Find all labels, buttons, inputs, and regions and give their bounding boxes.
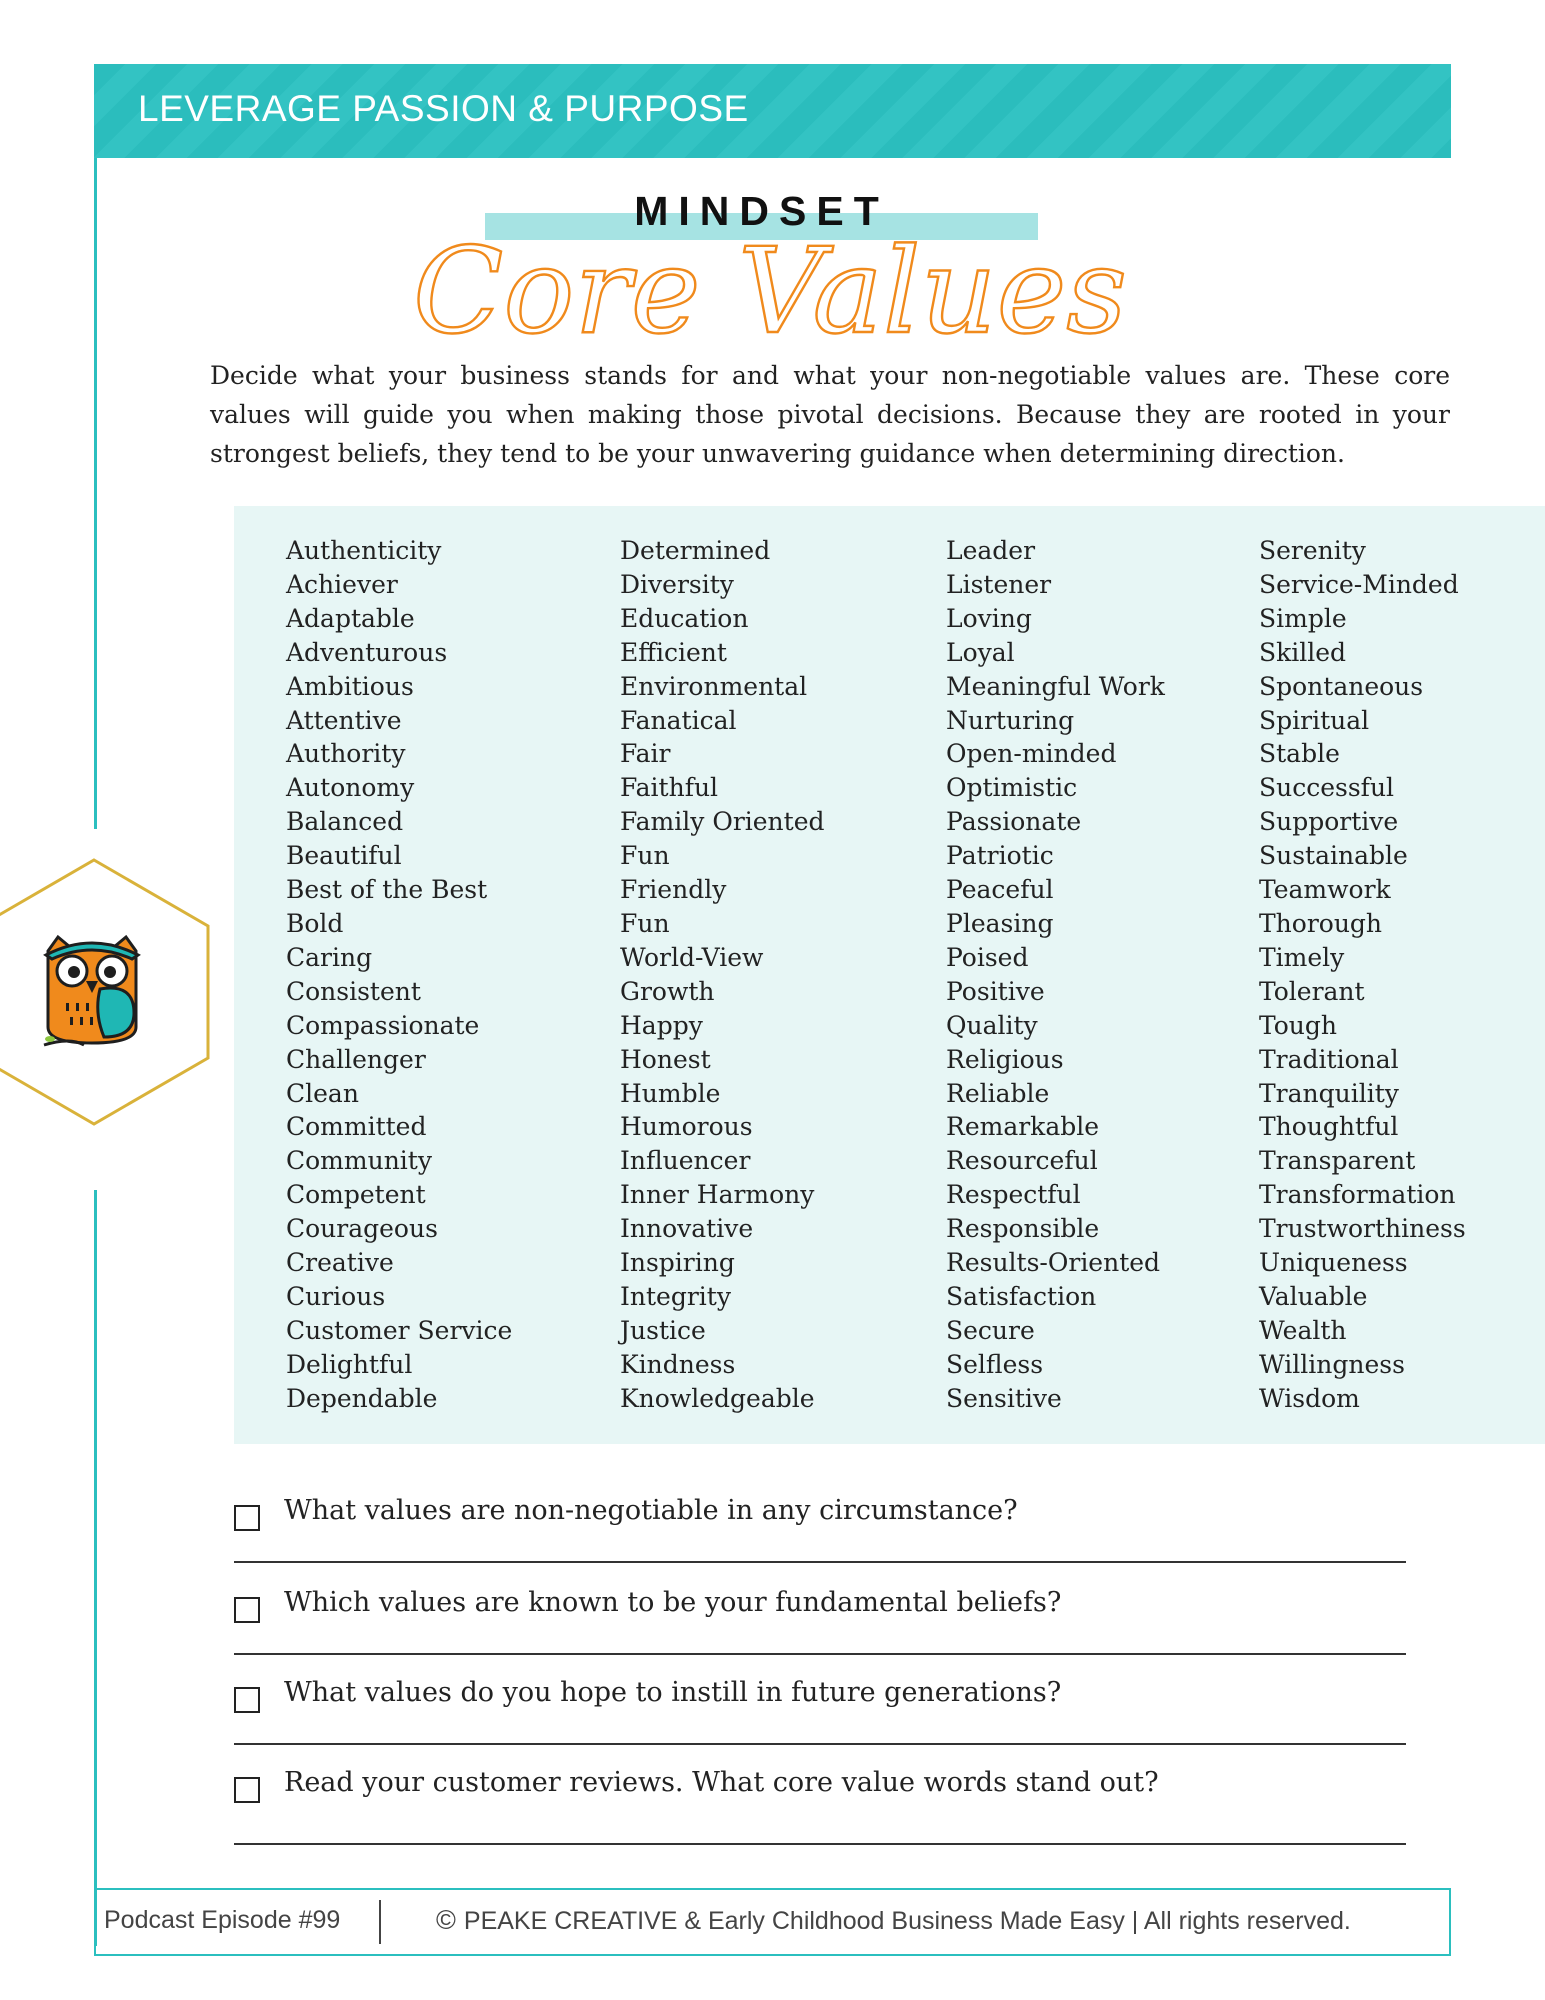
value-item: Diversity bbox=[620, 569, 734, 599]
value-item: Thorough bbox=[1259, 908, 1383, 938]
left-border-rule-bottom bbox=[94, 1190, 97, 1946]
value-item: Peaceful bbox=[946, 875, 1054, 905]
value-item: Reliable bbox=[946, 1078, 1050, 1108]
value-item: Skilled bbox=[1259, 637, 1347, 667]
value-item: Sensitive bbox=[946, 1383, 1062, 1413]
value-item: Courageous bbox=[286, 1214, 438, 1244]
value-item: Humble bbox=[620, 1078, 721, 1108]
value-item: Meaningful Work bbox=[946, 671, 1165, 701]
mindset-kicker: MINDSET bbox=[634, 188, 889, 234]
value-item: Knowledgeable bbox=[620, 1383, 815, 1413]
values-panel bbox=[234, 506, 1545, 1444]
value-item: Sustainable bbox=[1259, 841, 1408, 871]
value-item: Ambitious bbox=[286, 671, 414, 701]
copyright-text: PEAKE CREATIVE & Early Childhood Business Made Easy | All rights reserved. bbox=[463, 1907, 1351, 1935]
value-item: Compassionate bbox=[286, 1010, 480, 1040]
value-item: Adaptable bbox=[286, 603, 415, 633]
checkbox-icon[interactable] bbox=[234, 1777, 260, 1803]
value-item: Stable bbox=[1259, 739, 1340, 769]
value-item: Resourceful bbox=[946, 1146, 1098, 1176]
answer-line[interactable] bbox=[234, 1843, 1406, 1845]
value-item: Trustworthiness bbox=[1259, 1214, 1466, 1244]
value-item: Bold bbox=[286, 908, 344, 938]
value-item: Nurturing bbox=[946, 705, 1075, 735]
value-item: Secure bbox=[946, 1315, 1035, 1345]
value-item: Community bbox=[286, 1146, 432, 1176]
value-item: Environmental bbox=[620, 671, 808, 701]
value-item: Best of the Best bbox=[286, 875, 488, 905]
question-row-4 bbox=[234, 1767, 1406, 1861]
value-item: Supportive bbox=[1259, 807, 1399, 837]
value-item: Determined bbox=[620, 536, 771, 565]
value-item: Traditional bbox=[1259, 1044, 1399, 1074]
value-item: Quality bbox=[946, 1010, 1038, 1040]
value-item: Honest bbox=[620, 1044, 711, 1074]
podcast-episode-label: Podcast Episode #99 bbox=[104, 1906, 341, 1934]
value-item: Tolerant bbox=[1259, 976, 1365, 1006]
question-row-3 bbox=[234, 1677, 1406, 1771]
value-item: Responsible bbox=[946, 1214, 1100, 1244]
values-column-3 bbox=[946, 534, 1165, 1416]
value-item: Competent bbox=[286, 1180, 426, 1210]
value-item: Attentive bbox=[286, 705, 402, 735]
copyright-notice bbox=[436, 1905, 1351, 1936]
value-item: Challenger bbox=[286, 1044, 426, 1074]
value-item: Innovative bbox=[620, 1214, 754, 1244]
value-item: Religious bbox=[946, 1044, 1064, 1074]
value-item: Pleasing bbox=[946, 908, 1054, 938]
value-item: Open-minded bbox=[946, 739, 1117, 769]
question-text: What values are non-negotiable in any circumstance? bbox=[284, 1495, 1018, 1526]
owl-icon bbox=[40, 933, 144, 1051]
page-title: Core Values bbox=[413, 222, 1127, 360]
value-item: Optimistic bbox=[946, 773, 1078, 803]
value-item: Loving bbox=[946, 603, 1032, 633]
value-item: Thoughtful bbox=[1259, 1112, 1399, 1142]
value-item: Happy bbox=[620, 1010, 703, 1040]
value-item: Listener bbox=[946, 569, 1052, 599]
value-item: Humorous bbox=[620, 1112, 753, 1142]
value-item: Tranquility bbox=[1259, 1078, 1399, 1108]
value-item: Fanatical bbox=[620, 705, 737, 735]
value-item: Results-Oriented bbox=[946, 1248, 1161, 1278]
question-text: Which values are known to be your fundamental beliefs? bbox=[284, 1587, 1062, 1618]
value-item: Efficient bbox=[620, 637, 727, 667]
value-item: Creative bbox=[286, 1248, 394, 1278]
value-item: Authority bbox=[286, 739, 406, 769]
value-item: Spontaneous bbox=[1259, 671, 1424, 701]
value-item: Curious bbox=[286, 1281, 386, 1311]
answer-line[interactable] bbox=[234, 1653, 1406, 1655]
value-item: Positive bbox=[946, 976, 1045, 1006]
value-item: Tough bbox=[1259, 1010, 1337, 1040]
value-item: Caring bbox=[286, 942, 373, 972]
value-item: Friendly bbox=[620, 875, 727, 905]
answer-line[interactable] bbox=[234, 1561, 1406, 1563]
value-item: Fun bbox=[620, 908, 670, 938]
question-row-2 bbox=[234, 1587, 1406, 1681]
value-item: Fair bbox=[620, 739, 671, 769]
core-values-script-title bbox=[413, 200, 1127, 380]
checkbox-icon[interactable] bbox=[234, 1687, 260, 1713]
value-item: Inner Harmony bbox=[620, 1180, 815, 1210]
value-item: Spiritual bbox=[1259, 705, 1370, 735]
value-item: Justice bbox=[620, 1315, 706, 1345]
value-item: Simple bbox=[1259, 603, 1347, 633]
checkbox-icon[interactable] bbox=[234, 1597, 260, 1623]
value-item: Authenticity bbox=[286, 536, 442, 565]
question-row-1 bbox=[234, 1495, 1406, 1589]
footer-divider bbox=[379, 1900, 381, 1944]
value-item: World-View bbox=[620, 942, 764, 972]
values-column-4 bbox=[1259, 534, 1466, 1416]
value-item: Autonomy bbox=[286, 773, 415, 803]
value-item: Serenity bbox=[1259, 536, 1366, 565]
checkbox-icon[interactable] bbox=[234, 1505, 260, 1531]
value-item: Customer Service bbox=[286, 1315, 513, 1345]
value-item: Delightful bbox=[286, 1349, 413, 1379]
values-column-1 bbox=[286, 534, 512, 1416]
value-item: Leader bbox=[946, 536, 1036, 565]
value-item: Remarkable bbox=[946, 1112, 1100, 1142]
value-item: Beautiful bbox=[286, 841, 402, 871]
value-item: Integrity bbox=[620, 1281, 731, 1311]
value-item: Kindness bbox=[620, 1349, 736, 1379]
banner-title: LEVERAGE PASSION & PURPOSE bbox=[138, 88, 749, 129]
value-item: Clean bbox=[286, 1078, 359, 1108]
question-text: What values do you hope to instill in future generations? bbox=[284, 1677, 1062, 1708]
question-text: Read your customer reviews. What core value words stand out? bbox=[284, 1767, 1159, 1798]
value-item: Consistent bbox=[286, 976, 421, 1006]
value-item: Transformation bbox=[1259, 1180, 1456, 1210]
value-item: Poised bbox=[946, 942, 1029, 972]
value-item: Balanced bbox=[286, 807, 404, 837]
value-item: Teamwork bbox=[1259, 875, 1391, 905]
value-item: Willingness bbox=[1259, 1349, 1405, 1379]
value-item: Dependable bbox=[286, 1383, 438, 1413]
value-item: Patriotic bbox=[946, 841, 1054, 871]
value-item: Successful bbox=[1259, 773, 1395, 803]
value-item: Satisfaction bbox=[946, 1281, 1097, 1311]
value-item: Selfless bbox=[946, 1349, 1044, 1379]
value-item: Growth bbox=[620, 976, 715, 1006]
value-item: Committed bbox=[286, 1112, 427, 1142]
value-item: Loyal bbox=[946, 637, 1015, 667]
answer-line[interactable] bbox=[234, 1743, 1406, 1745]
value-item: Uniqueness bbox=[1259, 1248, 1408, 1278]
value-item: Respectful bbox=[946, 1180, 1081, 1210]
value-item: Fun bbox=[620, 841, 670, 871]
value-item: Adventurous bbox=[286, 637, 448, 667]
value-item: Family Oriented bbox=[620, 807, 825, 837]
value-item: Transparent bbox=[1259, 1146, 1416, 1176]
values-column-2 bbox=[620, 534, 825, 1416]
value-item: Wealth bbox=[1259, 1315, 1347, 1345]
value-item: Valuable bbox=[1259, 1281, 1368, 1311]
value-item: Inspiring bbox=[620, 1248, 735, 1278]
left-border-rule-top bbox=[94, 64, 97, 829]
value-item: Achiever bbox=[286, 569, 398, 599]
value-item: Passionate bbox=[946, 807, 1082, 837]
section-banner bbox=[94, 64, 1451, 158]
value-item: Service-Minded bbox=[1259, 569, 1459, 599]
intro-paragraph: Decide what your business stands for and what your non-negotiable values are. These core values will guide you when making those pivotal decisions. Because they are rooted in your strongest beliefs, they tend to be your unwavering guidance when determining direction. bbox=[210, 361, 1450, 468]
copyright-icon: © bbox=[436, 1905, 456, 1935]
value-item: Education bbox=[620, 603, 749, 633]
value-item: Faithful bbox=[620, 773, 719, 803]
footer bbox=[94, 1888, 1451, 1956]
value-item: Wisdom bbox=[1259, 1383, 1360, 1413]
value-item: Timely bbox=[1259, 942, 1345, 972]
value-item: Influencer bbox=[620, 1146, 751, 1176]
